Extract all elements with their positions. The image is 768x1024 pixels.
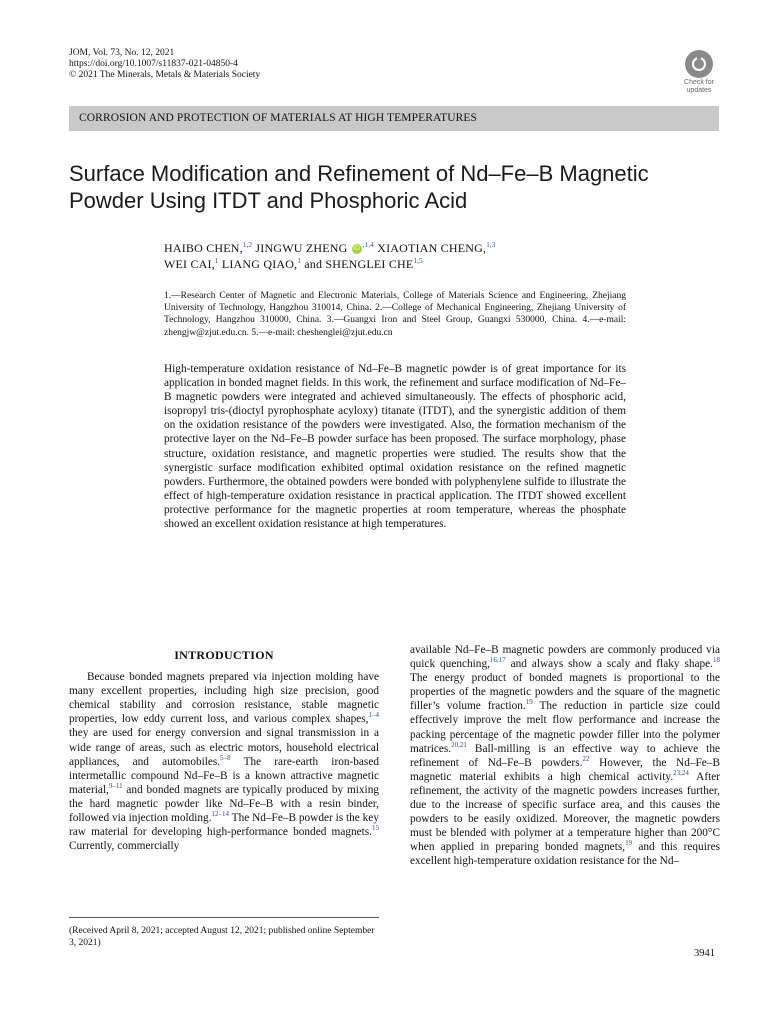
title-line-1: Surface Modification and Refinement of Nd–Fe–B Magnetic: [69, 161, 649, 186]
citation-ref[interactable]: 23,24: [673, 769, 689, 778]
intro-column-right: [410, 643, 720, 869]
author-name: LIANG QIAO,: [218, 257, 298, 271]
author-affil-ref: 1: [297, 257, 302, 265]
author-affil-ref: 1,3: [486, 241, 496, 249]
doi-link[interactable]: https://doi.org/10.1007/s11837-021-04850-4: [69, 59, 238, 69]
author-name: and SHENGLEI CHE: [301, 257, 414, 271]
intro-paragraph-continued: available Nd–Fe–B magnetic powders are commonly produced via quick quenching,$^{16,17}$ and always show a scaly and flaky shape.$^{18}$ The energy product of bonded magnets is proportional to the properties of the magnetic powders and the square of the magnetic filler’s volume fraction.$^{19}$ The reduction in particle size could effectively improve the melt flow performance and increase the packing percentage of the magnetic powder filler into the polymer matrices.$^{20,21}$ Ball-milling is an effective way to achieve the refinement of Nd–Fe–B powders.$^{22}$ However, the Nd–Fe–B magnetic material exhibits a high chemical activity.$^{23,24}$ After refinement, the activity of the magnetic powders increases further, due to the increase of specific surface area, and this causes the powders to be easily oxidized. Moreover, the magnetic powders must be blended with polymer at a temperature higher than 200°C when applied in preparing bonded magnets,$^{19}$ and this requires excellent high-temperature oxidation resistance for the Nd–: [410, 644, 720, 868]
author-affil-ref: 1: [214, 257, 219, 265]
intro-paragraph: Because bonded magnets prepared via injection molding have many excellent properties, including high size precision, good chemical stability and corrosion resistance, stable magnetic properties, low eddy current loss, and various complex shapes,$^{1-4}$ they are used for energy conversion and signal transmission in a wide range of areas, such as electric motors, household electrical appliances, and automobiles.$^{5-8}$ The rare-earth iron-based intermetallic compound Nd–Fe–B is a known attractive magnetic material,$^{9-11}$ and bonded magnets are typically produced by mixing the hard magnetic powder like Nd–Fe–B with a resin binder, followed via injection molding.$^{12-14}$ The Nd–Fe–B powder is the key raw material for developing high-performance bonded magnets.$^{15}$ Currently, commercially: [69, 671, 379, 853]
article-title: [69, 160, 719, 214]
footnote-divider: [69, 917, 379, 918]
citation-ref[interactable]: 22: [582, 754, 590, 763]
copyright-line: © 2021 The Minerals, Metals & Materials Society: [69, 70, 261, 80]
citation-ref[interactable]: 12–14: [211, 810, 230, 819]
author-name: HAIBO CHEN,: [164, 241, 243, 255]
received-dates-footnote: (Received April 8, 2021; accepted August 12, 2021; published online September 3, 2021): [69, 926, 375, 948]
title-line-2: Powder Using ITDT and Phosphoric Acid: [69, 188, 468, 213]
journal-citation: JOM, Vol. 73, No. 12, 2021: [69, 48, 175, 58]
author-affil-ref: 1,5: [413, 257, 423, 265]
citation-ref[interactable]: 20,21: [451, 740, 467, 749]
author-name: XIAOTIAN CHENG,: [374, 241, 487, 255]
citation-ref[interactable]: 19: [625, 839, 633, 848]
page-number: 3941: [694, 948, 715, 959]
author-affil-ref: ,1,4: [362, 241, 374, 249]
citation-ref[interactable]: 16,17: [489, 656, 506, 665]
badge-label-1: Check for: [684, 79, 714, 86]
author-affil-ref: 1,2: [242, 241, 253, 249]
abstract: High-temperature oxidation resistance of Nd–Fe–B magnetic powder is of great importance for its application in bonded magnet fields. In this work, the refinement and surface modification of Nd–Fe–B magnetic powders were integrated and achieved simultaneously. The effects of phosphoric acid, isopropyl tris-(dioctyl pyrophosphate acyloxy) titanate (ITDT), and the synergistic addition of them on the oxidation resistance of the powders were investigated. Also, the formation mechanism of the protective layer on the Nd–Fe–B powder surface has been proposed. The surface morphology, phase structure, oxidation resistance, and magnetic properties were studied. The results show that the synergistic surface modification exhibited optimal oxidation resistance on the refined magnetic powders. Furthermore, the obtained powders were bonded with polyphenylene sulfide to illustrate the effect of high-temperature oxidation resistance in practical application. The ITDT showed excellent protective performance for the magnetic properties at room temperature, whereas the phosphate showed an excellent oxidation resistance at high temperatures.: [164, 363, 626, 531]
affiliations: 1.—Research Center of Magnetic and Electronic Materials, College of Materials Science and Engineering, Zhejiang University of Technology, Hangzhou 310014, China. 2.—College of Mechanical Engineering, Zhejiang University of Technology, Hangzhou 310000, China. 3.—Guangxi Iron and Steel Group, Guangxi 530000, China. 4.—e-mail: zhengjw@zjut.edu.cn. 5.—e-mail: cheshenglei@zjut.edu.cn: [164, 291, 626, 338]
refresh-icon: [685, 50, 713, 78]
orcid-icon[interactable]: iD: [353, 245, 361, 253]
citation-ref[interactable]: 5–8: [220, 753, 231, 762]
intro-column-left: [69, 648, 379, 853]
check-for-updates-badge[interactable]: [679, 50, 719, 94]
author-list: [164, 240, 634, 272]
section-banner: CORROSION AND PROTECTION OF MATERIALS AT HIGH TEMPERATURES: [69, 106, 719, 131]
citation-ref[interactable]: 18: [713, 656, 720, 665]
citation-ref[interactable]: 19: [525, 698, 533, 707]
section-heading: INTRODUCTION: [174, 648, 274, 662]
badge-label-2: updates: [686, 87, 712, 94]
citation-ref[interactable]: 9–11: [108, 782, 123, 791]
journal-meta: [69, 48, 260, 81]
citation-ref[interactable]: 15: [372, 824, 379, 833]
citation-ref[interactable]: 1–4: [368, 711, 379, 720]
author-name: JINGWU ZHENG: [252, 241, 351, 255]
author-name: WEI CAI,: [164, 257, 215, 271]
